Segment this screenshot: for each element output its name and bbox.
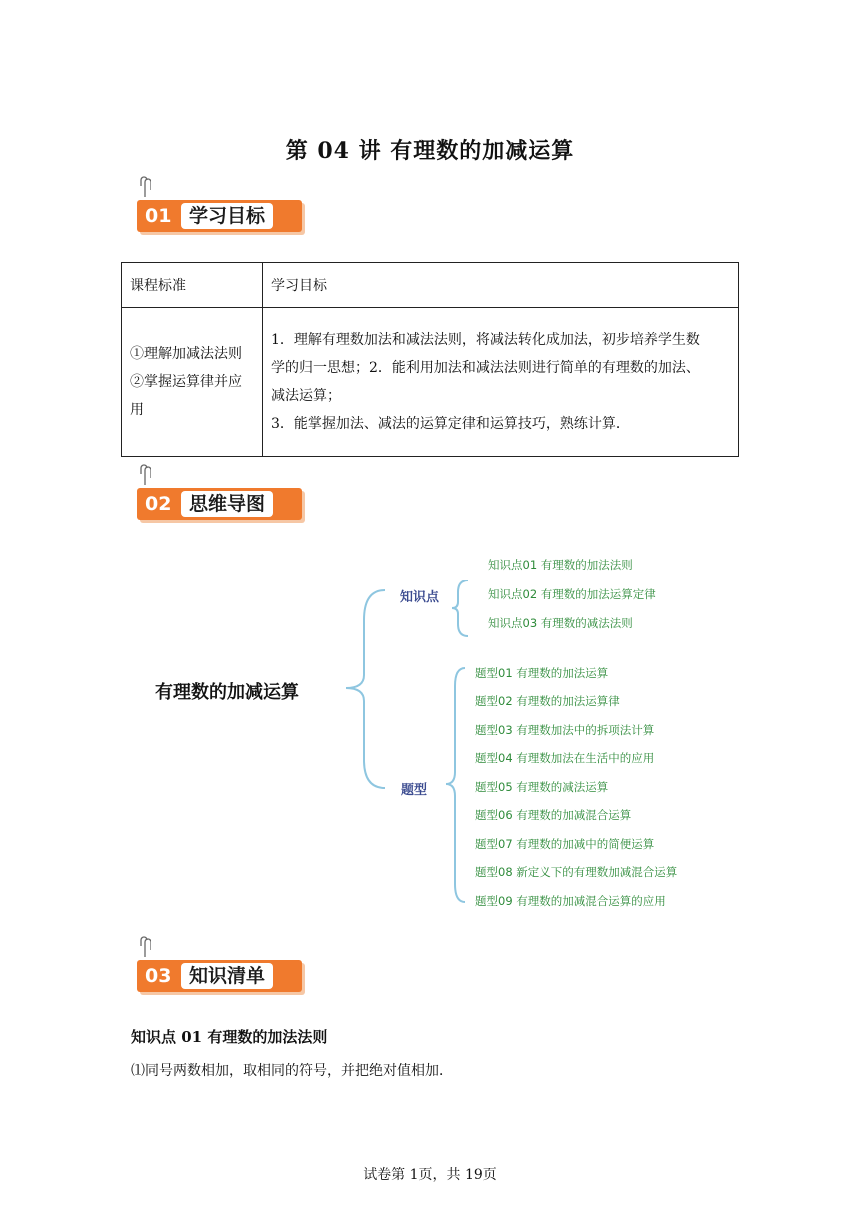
mindmap-leaf: 题型07 有理数的加减中的简便运算 [475,837,655,851]
standard-line: 用 [130,402,144,418]
standard-line: ①理解加减法法则 [130,346,242,362]
mindmap-leaf: 知识点03 有理数的减法法则 [488,616,633,630]
badge-label: 思维导图 [181,491,273,517]
page-title: 第 04 讲 有理数的加减运算 [285,138,575,164]
goals-table [121,262,739,457]
section-badge-knowledge [137,948,307,996]
mindmap-leaf: 题型03 有理数加法中的拆项法计算 [475,723,655,737]
mindmap-leaf: 题型02 有理数的加法运算律 [475,694,620,708]
mindmap-leaf: 题型01 有理数的加法运算 [475,666,609,680]
mindmap-leaf: 题型06 有理数的加减混合运算 [475,808,632,822]
badge-number: 02 [145,493,172,515]
badge-number: 01 [145,205,172,227]
paperclip-icon [139,464,151,486]
table-header-standard: 课程标准 [122,263,263,308]
badge-number: 03 [145,965,172,987]
section-badge-goals [137,188,307,236]
mindmap-branch-knowledge: 知识点 [400,590,440,605]
badge-label: 知识清单 [181,963,273,989]
objective-line: 1．理解有理数加法和减法法则，将减法转化成加法，初步培养学生数 [271,332,700,348]
table-cell-standard [122,308,263,457]
paperclip-icon [139,936,151,958]
table-cell-objective [263,308,739,457]
mindmap-leaf: 知识点01 有理数的加法法则 [488,558,633,572]
section-badge-mindmap [137,476,307,524]
mindmap-branch-types: 题型 [401,783,428,798]
mindmap-leaf: 题型08 新定义下的有理数加减混合运算 [475,865,678,879]
mindmap-leaf: 知识点02 有理数的加法运算定律 [488,587,656,601]
objective-line: 3．能掌握加法、减法的运算定律和运算技巧，熟练计算． [271,416,630,432]
objective-line: 减法运算； [271,388,341,404]
mindmap-root: 有理数的加减运算 [155,682,299,703]
page-footer: 试卷第 1页，共 19页 [363,1167,497,1183]
badge-label: 学习目标 [181,203,273,229]
mindmap-leaf: 题型05 有理数的减法运算 [475,780,609,794]
table-header-objective: 学习目标 [263,263,739,308]
knowledge-paragraph: ⑴同号两数相加，取相同的符号，并把绝对值相加． [131,1063,453,1079]
mindmap-leaf: 题型09 有理数的加减混合运算的应用 [475,894,666,908]
paperclip-icon [139,176,151,198]
objective-line: 学的归一思想；2．能利用加法和减法法则进行简单的有理数的加法、 [271,360,700,376]
mindmap-leaf: 题型04 有理数加法在生活中的应用 [475,751,655,765]
standard-line: ②掌握运算律并应 [130,374,242,390]
knowledge-heading: 知识点 01 有理数的加法法则 [131,1028,328,1046]
mindmap-brace-types [440,664,470,908]
